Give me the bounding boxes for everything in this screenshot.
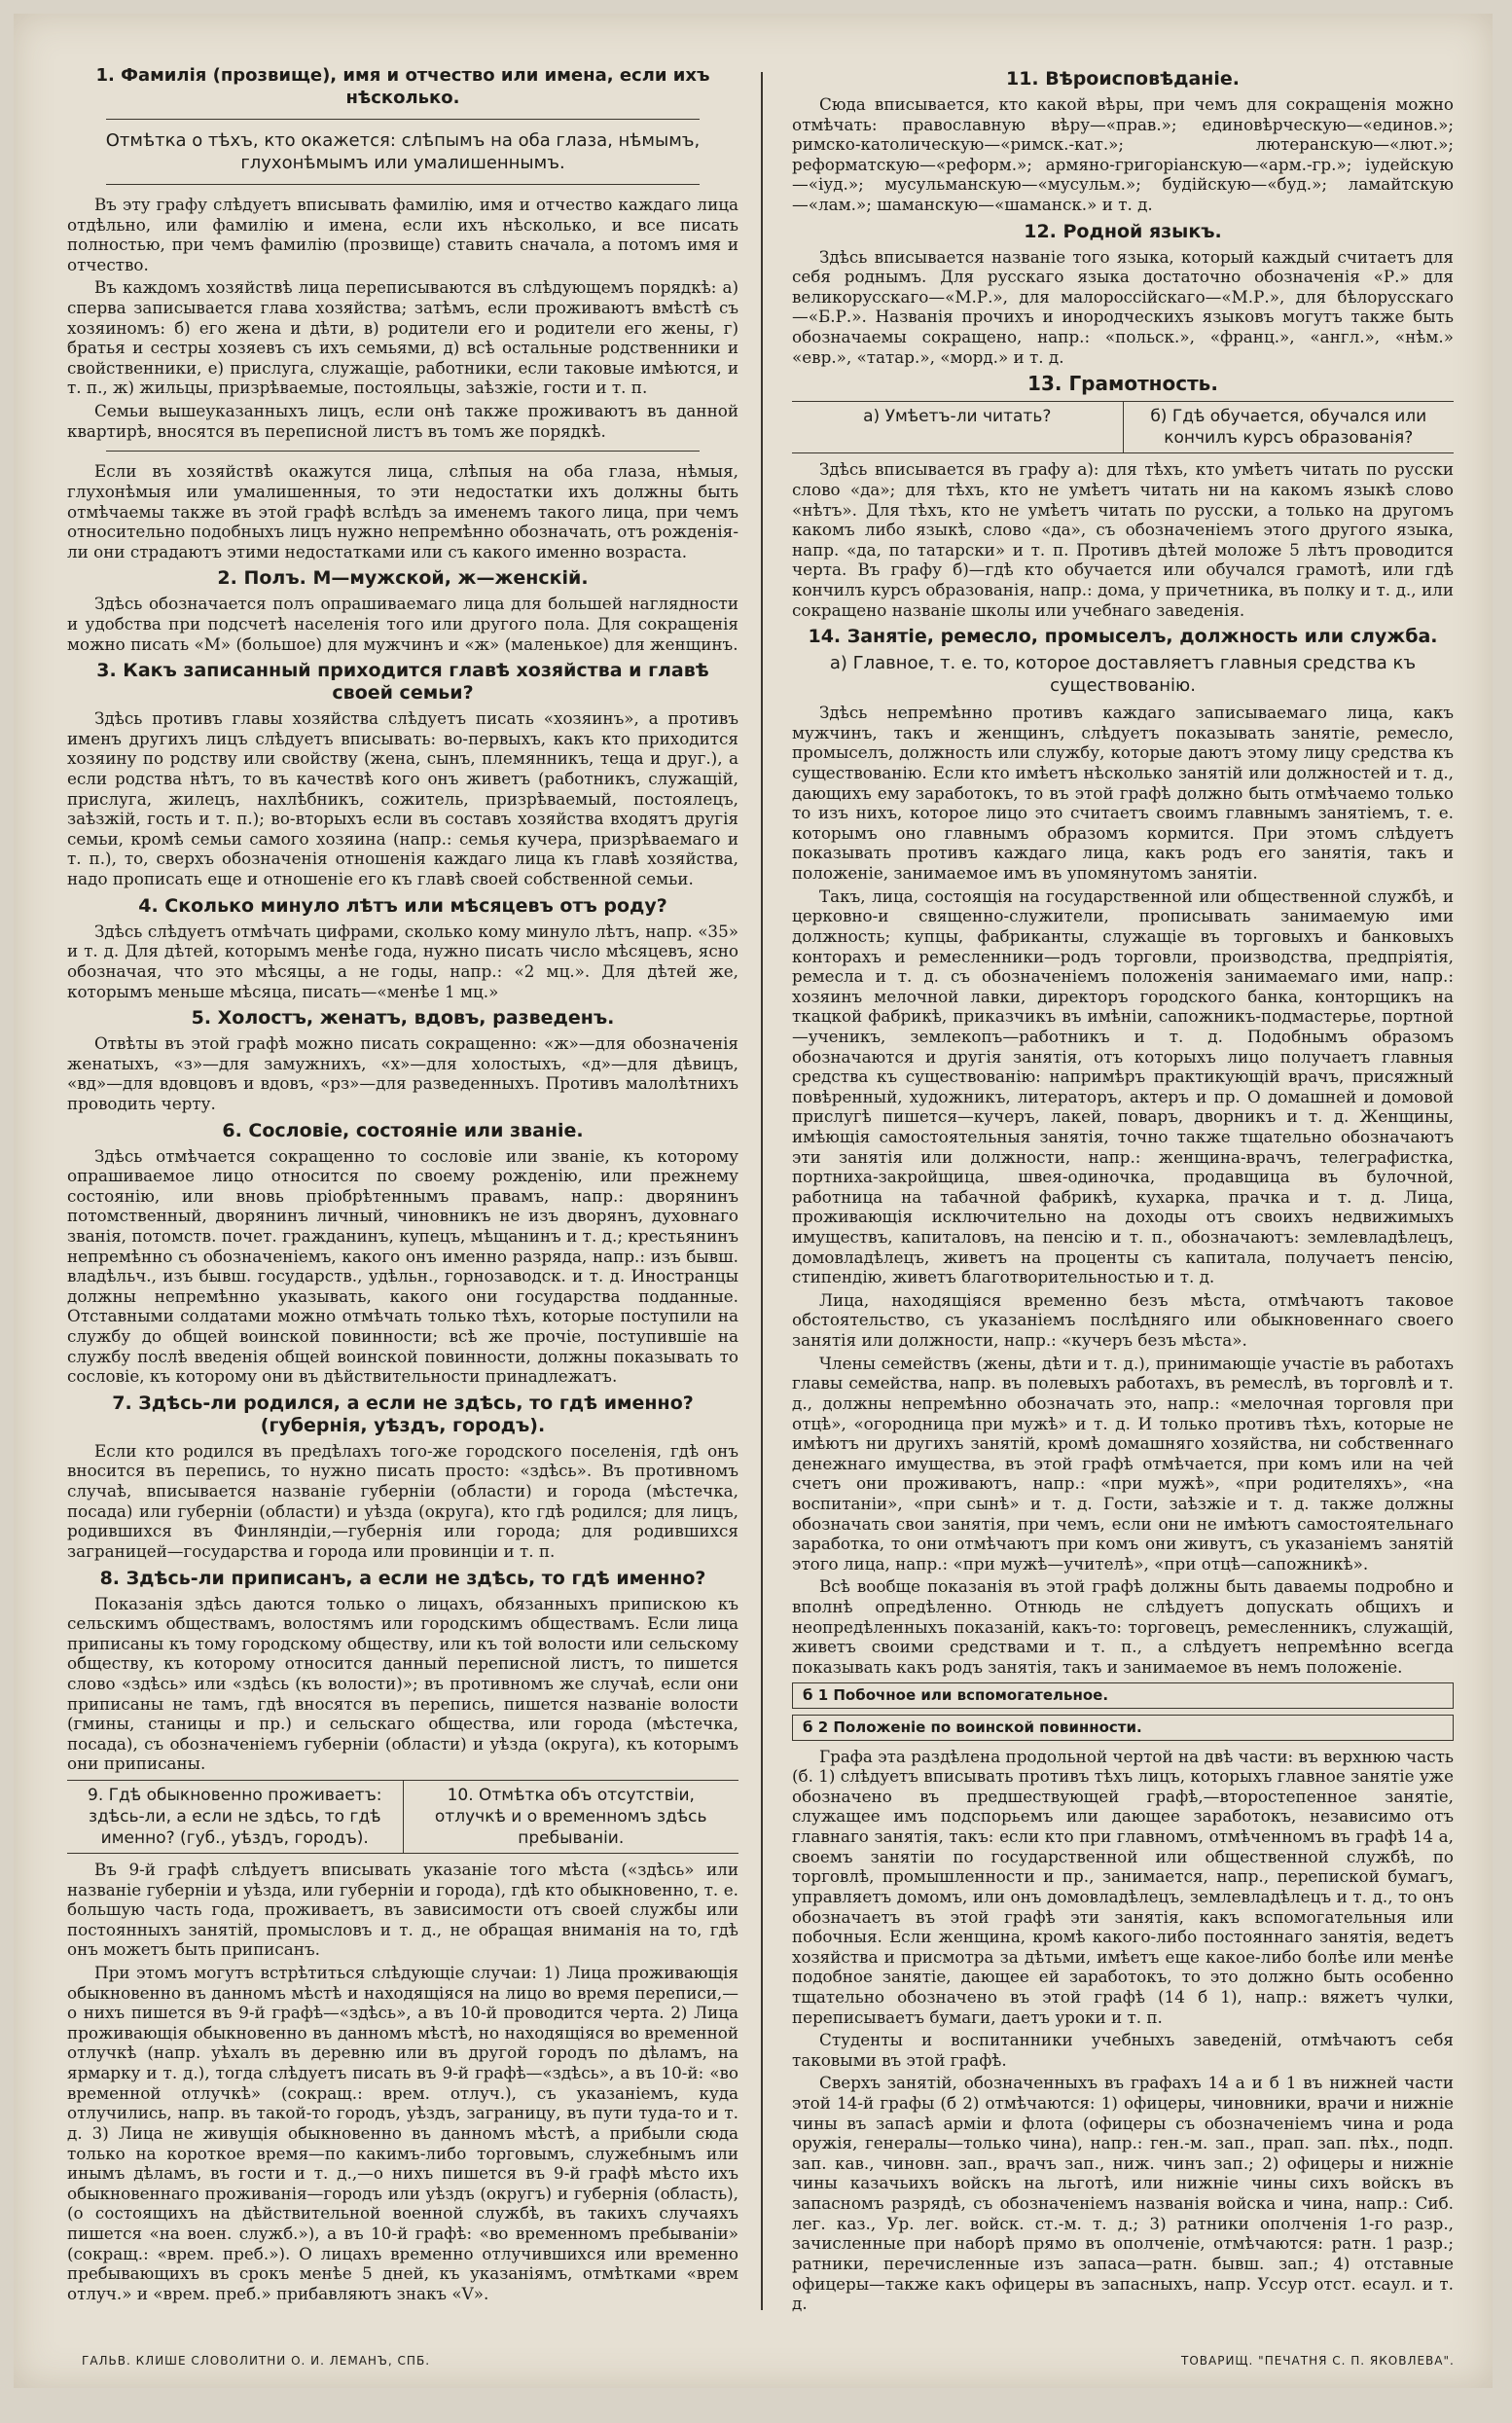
heading-12: 12. Родной языкъ.	[1024, 220, 1222, 242]
subheading-b2: б 2 Положеніе по воинской повинности.	[792, 1715, 1454, 1741]
paragraph: Здѣсь обозначается полъ опрашиваемаго лица для большей наглядности и удобства при подсчетѣ населенія того или другого пола. Для сокращенія можно писать «М» (большое) для мужчинъ и «ж» (маленькое) для женщинъ.	[67, 594, 738, 654]
paragraph: Въ каждомъ хозяйствѣ лица переписываются въ слѣдующемъ порядкѣ: а) сперва записывается глава хозяйства; затѣмъ, если проживаютъ вмѣстѣ съ хозяиномъ: б) его жена и дѣти, в) родители его и родители его жены, г) братья и сестры хозяевъ съ ихъ семьями, д) всѣ остальные родственники и свойственники, е) прислуга, служащіе, работники, если таковые имѣются, и т. п., ж) жильцы, призрѣваемые, постояльцы, заѣзжіе, гости и т. п.	[67, 277, 738, 398]
divider	[106, 119, 700, 120]
paragraph: Въ эту графу слѣдуетъ вписывать фамилію, имя и отчество каждаго лица отдѣльно, или фамилію и имена, если ихъ нѣсколько, и все писать полностью, при чемъ фамилію (прозвище) ставить сначала, а потомъ имя и отчество.	[67, 195, 738, 274]
paragraph: Здѣсь слѣдуетъ отмѣчать цифрами, сколько кому минуло лѣтъ, напр. «35» и т. д. Для дѣтей, которымъ менѣе года, нужно писать число мѣсяцевъ, ясно обозначая, что это мѣсяцы, а не годы, напр.: «2 мц.». Для дѣтей же, которымъ меньше мѣсяца, писать—«менѣе 1 мц.»	[67, 921, 738, 1001]
paragraph: Лица, находящіяся временно безъ мѣста, отмѣчаютъ таковое обстоятельство, съ указаніемъ послѣдняго или обыкновеннаго своего занятія или должности, напр.: «кучеръ безъ мѣста».	[792, 1289, 1454, 1351]
subheading-b1: б 1 Побочное или вспомогательное.	[792, 1682, 1454, 1709]
heading-10: 10. Отмѣтка объ отсутствіи, отлучкѣ и о временномъ здѣсь пребываніи.	[403, 1781, 739, 1853]
heading-8: 8. Здѣсь-ли приписанъ, а если не здѣсь, то гдѣ именно?	[99, 1567, 706, 1589]
column-divider	[761, 72, 763, 2310]
heading-13b: б) Гдѣ обучается, обучался или кончилъ курсъ образованія?	[1123, 402, 1455, 452]
paragraph: Всѣ вообще показанія въ этой графѣ должны быть даваемы подробно и вполнѣ опредѣленно. Отнюдь не слѣдуетъ допускать общихъ и неопредѣленныхъ показаній, какъ-то: торговецъ, ремесленникъ, служащій, живетъ своими средствами и т. п., а слѣдуетъ непремѣнно всегда показывать какъ родъ занятія, такъ и занимаемое въ немъ положеніе.	[792, 1576, 1454, 1677]
heading-1b: Отмѣтка о тѣхъ, кто окажется: слѣпымъ на оба глаза, нѣмымъ, глухонѣмымъ или умалишеннымъ.	[105, 130, 701, 173]
heading-13a: а) Умѣетъ-ли читать?	[863, 407, 1052, 427]
heading-3: 3. Какъ записанный приходится главѣ хозяйства и главѣ своей семьи?	[96, 660, 709, 705]
divider	[106, 451, 700, 452]
heading-4: 4. Сколько минуло лѣтъ или мѣсяцевъ отъ роду?	[138, 894, 667, 917]
heading-1: 1. Фамилія (прозвище), имя и отчество или имена, если ихъ нѣсколько.	[95, 65, 710, 108]
paragraph: Здѣсь вписывается въ графу а): для тѣхъ, кто умѣетъ читать по русски слово «да»; для тѣхъ, кто не умѣетъ читать ни на какомъ языкѣ слово «нѣтъ». Для тѣхъ, кто не умѣетъ читать по русски, а только на другомъ какомъ либо языкѣ, слово «да», съ обозначеніемъ этого другого языка, напр. «да, по татарски» и т. п. Противъ дѣтей моложе 5 лѣтъ проводится черта. Въ графу б)—гдѣ кто обучается или обучался грамотѣ, или гдѣ кончилъ курсъ образованія, напр.: дома, у причетника, въ полку и т. д., или сокращено названіе школы или учебнаго заведенія.	[792, 459, 1454, 620]
paragraph: Въ 9-й графѣ слѣдуетъ вписывать указаніе того мѣста («здѣсь» или названіе губерніи и уѣзда, или губерніи и города), гдѣ кто обыкновенно, т. е. большую часть года, проживаетъ, въ зависимости отъ своей службы или постоянныхъ занятій, промысловъ и т. д., не обращая вниманія на то, гдѣ онъ можетъ быть приписанъ.	[67, 1860, 738, 1960]
paragraph: Студенты и воспитанники учебныхъ заведеній, отмѣчаютъ себя таковыми въ этой графѣ.	[792, 2030, 1454, 2070]
paragraph: Здѣсь противъ главы хозяйства слѣдуетъ писать «хозяинъ», а противъ именъ другихъ лицъ слѣдуетъ вписывать: во-первыхъ, какъ кто приходится хозяину по родству или свойству (жена, сынъ, племянникъ, теща и друг.), а если родства нѣтъ, то въ качествѣ кого онъ живетъ (работникъ, служащій, прислуга, жилецъ, нахлѣбникъ, сожитель, призрѣваемый, постоялецъ, заѣзжій, гость и т. п.); во-вторыхъ если въ составъ хозяйства входятъ другія семьи, кромѣ семьи самого хозяина (напр.: семья кучера, призрѣваемаго и т. п.), то, сверхъ обозначенія отношенія каждаго лица къ главѣ хозяйства, надо прописать еще и отношеніе его къ главѣ своей собственной семьи.	[67, 708, 738, 889]
divider	[106, 184, 700, 185]
two-cell-heading	[67, 1780, 738, 1854]
heading-11: 11. Вѣроисповѣданіе.	[1005, 68, 1241, 90]
census-instruction-page	[14, 14, 1493, 2388]
paragraph: Члены семействъ (жены, дѣти и т. д.), принимающіе участіе въ работахъ главы семейства, напр. въ полевыхъ работахъ, въ ремеслѣ, въ торговлѣ и т. д., должны непремѣнно обозначать это, напр.: «мелочная торговля при отцѣ», «огородница при мужѣ» и т. д. И только противъ тѣхъ, которые не имѣютъ ни другихъ занятій, кромѣ домашняго хозяйства, ни собственнаго денежнаго имущества, въ этой графѣ отмѣчается, при комъ или на чей счетъ они проживаютъ, напр.: «при мужѣ», «при родителяхъ», «на воспитаніи», «при сынѣ» и т. д. Гости, заѣзжіе и т. д. также должны обозначать свои занятія, при чемъ, если они не имѣютъ самостоятельнаго заработка, то они отмѣчаютъ при комъ они живутъ, съ указаніемъ занятій этого лица, напр.: «при мужѣ—учителѣ», «при отцѣ—сапожникѣ».	[792, 1353, 1454, 1573]
paragraph: Если въ хозяйствѣ окажутся лица, слѣпыя на оба глаза, нѣмыя, глухонѣмыя или умалишенныя, то эти недостатки ихъ должны быть отмѣчаемы также въ этой графѣ вслѣдъ за именемъ такого лица, при чемъ относительно подобныхъ лицъ нужно непремѣнно обозначать, отъ рожденія-ли они страдаютъ этими недостатками или съ какого именно возраста.	[67, 461, 738, 561]
two-cell-heading	[792, 401, 1454, 453]
paragraph: При этомъ могутъ встрѣтиться слѣдующіе случаи: 1) Лица проживающія обыкновенно въ данномъ мѣстѣ и находящіяся на лицо во время переписи,—о нихъ пишется въ 9-й графѣ—«здѣсь», а въ 10-й проводится черта. 2) Лица проживающія обыкновенно въ данномъ мѣстѣ, но находящіяся во временной отлучкѣ (напр. уѣхалъ въ деревню или въ другой городъ по дѣламъ, на ярмарку и т. д.), тогда слѣдуетъ писать въ 9-й графѣ—«здѣсь», а въ 10-й: «во временной отлучкѣ» (сокращ.: врем. отлуч.), съ указаніемъ, куда отлучились, напр. въ такой-то городъ, уѣздъ, заграницу, въ пути туда-то и т. д. 3) Лица не живущія обыкновенно въ данномъ мѣстѣ, а прибыли сюда только на короткое время—по какимъ-либо торговымъ, служебнымъ или инымъ дѣламъ, въ гости и т. д.,—о нихъ пишется въ 9-й графѣ мѣсто ихъ обыкновеннаго проживанія—городъ или уѣздъ (округъ) и губернія (область), (о состоящихъ на дѣйствительной военной службѣ, въ такихъ случаяхъ пишется «на воен. служб.»), а въ 10-й графѣ: «во временномъ пребываніи» (сокращ.: «врем. преб.»). О лицахъ временно отлучившихся или временно пребывающихъ въ срокъ менѣе 5 дней, къ указаніямъ, отмѣтками «врем отлуч.» и «врем. преб.» прибавляютъ знакъ «V».	[67, 1963, 738, 2303]
paragraph: Графа эта раздѣлена продольной чертой на двѣ части: въ верхнюю часть (б. 1) слѣдуетъ вписывать противъ тѣхъ лицъ, которыхъ главное занятіе уже обозначено въ предшествующей графѣ,—второстепенное занятіе, служащее имъ подспорьемъ или дающее заработокъ, независимо отъ главнаго занятія, такъ: если кто при главномъ, отмѣченномъ въ графѣ 14 а, своемъ занятіи по государственной или общественной службѣ, по торговлѣ, промышленности и пр., занимается, напр., перепиской бумагъ, управляетъ домомъ, или онъ домовладѣлецъ, землевладѣлецъ и т. д., то онъ обозначаетъ въ этой графѣ эти занятія, какъ вспомогательныя или побочныя. Если женщина, кромѣ какого-либо постояннаго занятія, ведетъ хозяйства и присмотра за дѣтьми, имѣетъ еще какое-либо болѣе или менѣе подобное занятіе, дающее ей заработокъ, то это должно быть особенно тщательно обозначено въ этой графѣ (14 б 1), напр.: вяжетъ чулки, переписываетъ бумаги, даетъ уроки и т. п.	[792, 1746, 1454, 2027]
paragraph: Здѣсь отмѣчается сокращенно то сословіе или званіе, къ которому опрашиваемое лицо относится по своему рожденію, или прежнему состоянію, или вновь пріобрѣтеннымъ правамъ, напр.: дворянинъ потомственный, дворянинъ личный, чиновникъ не изъ дворянъ, духовнаго званія, потомств. почет. гражданинъ, купецъ, мѣщанинъ и т. д.; крестьянинъ непремѣнно съ обозначеніемъ, какого онъ именно разряда, напр.: изъ бывш. владѣльч., изъ бывш. государств., удѣльн., горнозаводск. и т. д. Иностранцы должны непремѣнно указывать, какого они государства подданные. Отставными солдатами можно отмѣчать только тѣхъ, которые поступили на службу до общей воинской повинности; всѣ же прочіе, поступившіе на службу послѣ введенія общей воинской повинности, должны показывать то сословіе, къ которому они въ дѣйствительности принадлежатъ.	[67, 1145, 738, 1387]
left-column	[67, 62, 738, 2306]
paragraph: Здѣсь вписывается названіе того языка, который каждый считаетъ для себя роднымъ. Для русскаго языка достаточно обозначенія «Р.» для великорусскаго—«М.Р.», для малороссійскаго—«М.Р.», для бѣлорусскаго—«Б.Р.». Названія прочихъ и инородческихъ языковъ могутъ также быть обозначаемы сокращено, напр.: «польск.», «франц.», «англ.», «нѣм.» «евр.», «татар.», «морд.» и т. д.	[792, 246, 1454, 367]
paragraph: Такъ, лица, состоящія на государственной или общественной службѣ, и церковно-и священно-служители, прописывать занимаемую ими должность; купцы, фабриканты, служащіе въ торговыхъ и банковыхъ конторахъ и ремесленники—родъ торговли, производства, предпріятія, ремесла и т. д. съ обозначеніемъ положенія занимаемаго ими, напр.: хозяинъ мелочной лавки, директоръ городского банка, конторщикъ на ткацкой фабрикѣ, приказчикъ въ имѣніи, сапожникъ-подмастерье, портной—ученикъ, землекопъ—работникъ и т. д. Подобнымъ образомъ обозначаются и другія занятія, отъ которыхъ лицо получаетъ главныя средства къ существованію: напримѣръ практикующій врачъ, присяжный повѣренный, художникъ, литераторъ, актеръ и пр. О домашней и домовой прислугѣ пишется—кучеръ, лакей, поваръ, дворникъ и т. д. Женщины, имѣющія самостоятельныя занятія, точно также тщательно обозначаютъ эти занятія или должности, напр.: женщина-врачъ, телеграфистка, портниха-закройщица, швея-одиночка, продавщица въ булочной, работница на табачной фабрикѣ, кухарка, прачка и т. д. Лица, проживающія исключительно на доходы отъ своихъ недвижимыхъ имуществъ, капиталовъ, на пенсію и т. п., обозначаютъ: землевладѣлецъ, домовладѣлецъ, живетъ на проценты съ капитала, получаетъ пенсію, стипендію, живетъ благотворительностью и т. д.	[792, 886, 1454, 1287]
heading-2: 2. Полъ. М—мужской, ж—женскій.	[217, 567, 589, 590]
paragraph: Если кто родился въ предѣлахъ того-же городского поселенія, гдѣ онъ вносится въ перепись, то нужно писать просто: «здѣсь». Въ противномъ случаѣ, вписывается названіе губерніи (области) и города (мѣстечка, посада) или губерніи (области) и уѣзда (округа), кто гдѣ родился; для лицъ, родившихся въ Финляндіи,—губернія или города; для родившихся заграницей—государства и города или провинціи и т. п.	[67, 1440, 738, 1561]
heading-6: 6. Сословіе, состояніе или званіе.	[222, 1119, 584, 1141]
paragraph: Отвѣты въ этой графѣ можно писать сокращенно: «ж»—для обозначенія женатыхъ, «з»—для замужнихъ, «х»—для холостыхъ, «д»—для дѣвицъ, «вд»—для вдовцовъ и вдовъ, «рз»—для разведенныхъ. Противъ малолѣтнихъ проводить черту.	[67, 1033, 738, 1113]
heading-14: 14. Занятіе, ремесло, промыселъ, должность или служба.	[808, 626, 1438, 648]
paragraph: Сюда вписывается, кто какой вѣры, при чемъ для сокращенія можно отмѣчать: православную вѣру—«прав.»; единовѣрческую—«единов.»; римско-католическую—«римск.-кат.»; лютеранскую—«лют.»; реформатскую—«реформ.»; армяно-григоріанскую—«арм.-гр.»; іудейскую—«іуд.»; мусульманскую—«мусульм.»; будійскую—«буд.»; ламайтскую—«лам.»; шаманскую—«шаманск.» и т. д.	[792, 94, 1454, 215]
paragraph: Показанія здѣсь даются только о лицахъ, обязанныхъ припискою къ сельскимъ обществамъ, волостямъ или городскимъ обществамъ. Если лица приписаны къ тому городскому обществу, или къ той волости или сельскому обществу, къ которому относится данный переписной листъ, то пишется слово «здѣсь» или «здѣсь (къ волости)»; въ противномъ же случаѣ, если они приписаны не тамъ, гдѣ вносятся въ перепись, пишется названіе волости (гмины, станицы и пр.) и сельскаго общества, или города (мѣстечка, посада), съ обозначеніемъ губерніи (области) и уѣзда (округа), къ которымъ они приписаны.	[67, 1593, 738, 1774]
heading-5: 5. Холостъ, женатъ, вдовъ, разведенъ.	[191, 1007, 615, 1030]
paragraph: Здѣсь непремѣнно противъ каждаго записываемаго лица, какъ мужчинъ, такъ и женщинъ, слѣдуетъ показывать занятіе, ремесло, промыселъ, должность или службу, которые даютъ этому лицу средства къ существованію. Если кто имѣетъ нѣсколько занятій или должностей и т. д., дающихъ ему заработокъ, то въ этой графѣ должно быть отмѣчаемо только то изъ нихъ, которое лицо это считаетъ своимъ главнымъ занятіемъ, т. е. которымъ оно главнымъ образомъ кормится. При этомъ слѣдуетъ показывать противъ каждаго лица, какъ родъ его занятія, такъ и положеніе, занимаемое имъ въ упомянутомъ занятіи.	[792, 703, 1454, 884]
heading-13: 13. Грамотность.	[1027, 372, 1218, 396]
printer-credit-left: ГАЛЬВ. КЛИШЕ СЛОВОЛИТНИ О. И. ЛЕМАНЪ, СПБ.	[82, 2354, 431, 2368]
right-column	[792, 62, 1454, 2317]
paragraph: Сверхъ занятій, обозначенныхъ въ графахъ 14 а и б 1 въ нижней части этой 14-й графы (б 2) отмѣчаются: 1) офицеры, чиновники, врачи и нижніе чины въ запасѣ арміи и флота (офицеры съ обозначеніемъ чина и рода оружія, генералы—только чина), напр.: ген.-м. зап., прап. зап. пѣх., подп. зап. кав., чиновн. зап., врачъ зап., ниж. чинъ зап.; 2) офицеры и нижніе чины казачьихъ войскъ на льготѣ, или нижніе чины сихъ войскъ въ запасномъ разрядѣ, съ обозначеніемъ названія войска и чина, напр.: Сиб. лег. каз., Ур. лег. войск. ст.-м. т. д.; 3) ратники ополченія 1-го разр., зачисленные при наборѣ прямо въ ополченіе, отмѣчаются: ратн. 1 разр.; ратники, перечисленные изъ запаса—ратн. бывш. зап.; 4) отставные офицеры—также какъ офицеры въ запасныхъ, напр. Уссур отст. есаул. и т. д.	[792, 2073, 1454, 2314]
printer-credit-right: ТОВАРИЩ. "ПЕЧАТНЯ С. П. ЯКОВЛЕВА".	[1181, 2354, 1455, 2368]
paragraph: Семьи вышеуказанныхъ лицъ, если онѣ также проживаютъ въ данной квартирѣ, вносятся въ переписной листъ въ томъ же порядкѣ.	[67, 401, 738, 441]
heading-14a: а) Главное, т. е. то, которое доставляетъ главныя средства къ существованію.	[829, 653, 1417, 697]
heading-7: 7. Здѣсь-ли родился, а если не здѣсь, то гдѣ именно? (губернія, уѣздъ, городъ).	[112, 1392, 694, 1436]
heading-9: 9. Гдѣ обыкновенно проживаетъ: здѣсь-ли, а если не здѣсь, то гдѣ именно? (губ., уѣздъ, городъ).	[88, 1786, 382, 1848]
